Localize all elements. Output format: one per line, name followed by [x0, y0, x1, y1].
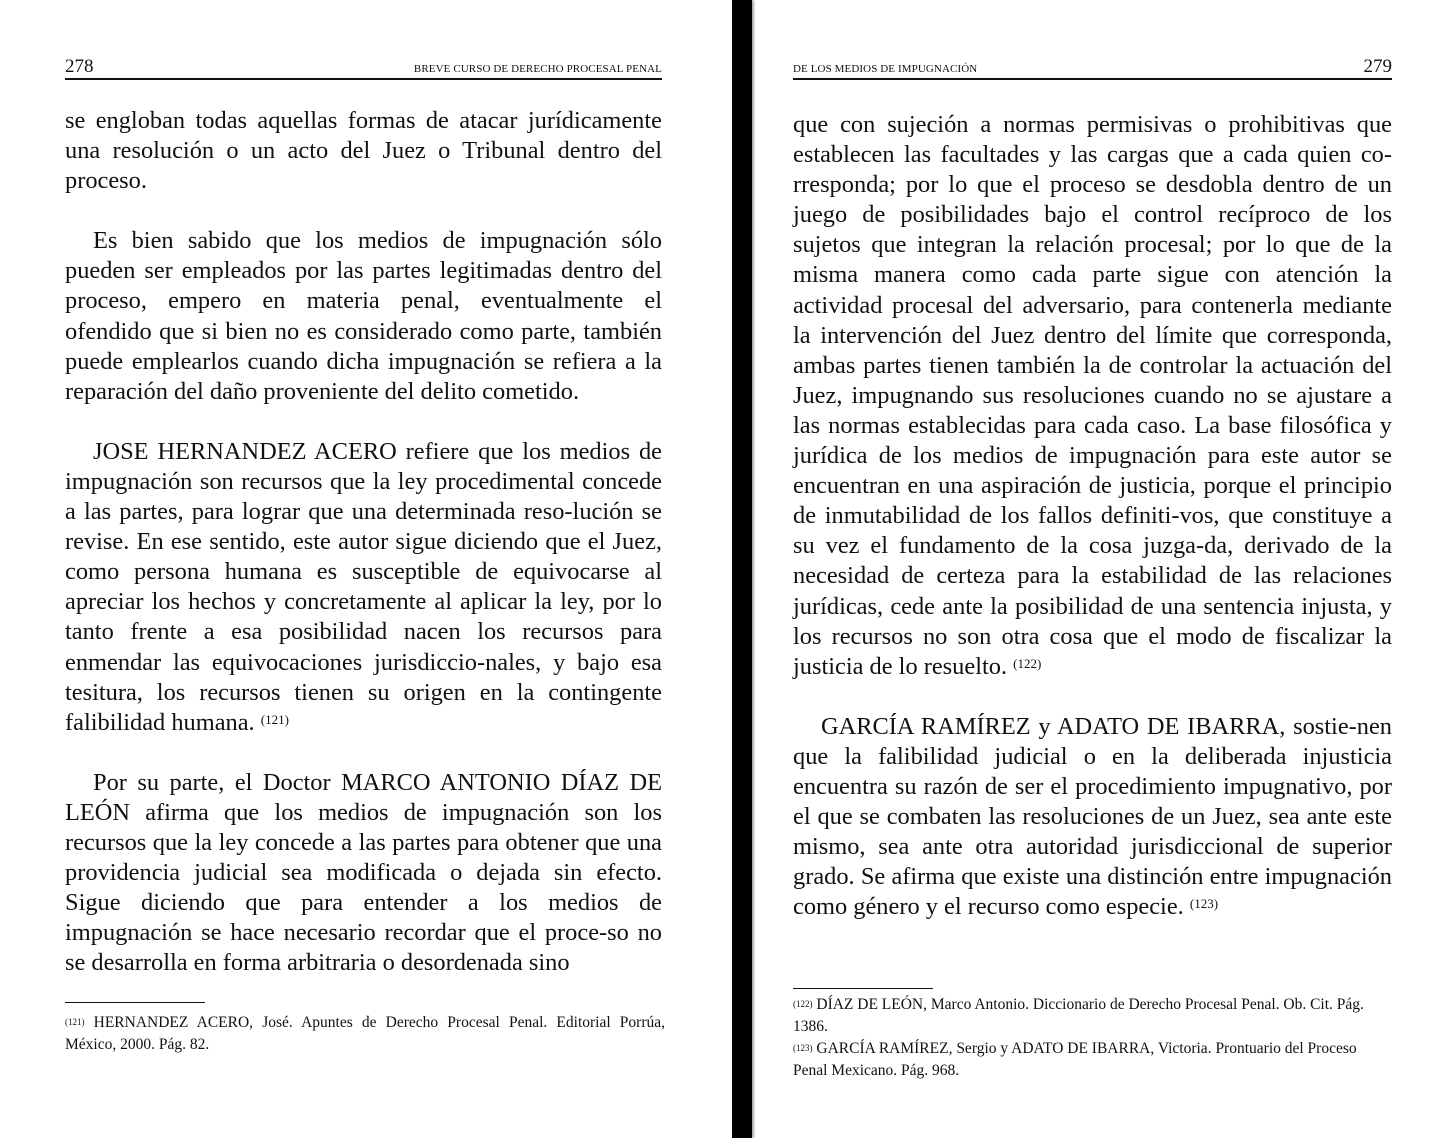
footnotes: [65, 1012, 665, 1056]
footnote-marker: (123): [793, 1043, 813, 1053]
footnote: [793, 1038, 1393, 1082]
paragraph-text: GARCÍA RAMÍREZ y ADATO DE IBARRA, sostie-nen que la falibilidad judicial o en la deliberada injusticia encuentra su razón de ser el procedimiento impugnativo, por el que se combaten las resoluciones de un Juez, sea ante este mismo, sea ante otra autoridad jurisdiccional de superior grado. Se afirma que existe una distinción entre impugnación como género y el recurso como especie.: [793, 712, 1392, 921]
page-header: [793, 56, 1392, 80]
footnote-marker: (121): [65, 1017, 85, 1027]
paragraph-text: Por su parte, el Doctor MARCO ANTONIO DÍAZ DE LEÓN afirma que los medios de impugnación son los recursos que la ley concede a las partes para obtener que una providencia judicial sea modificada o dejada sin efecto. Sigue diciendo que para entender a los medios de impugnación se hace necesario recordar que el proce-so no se desarrolla en forma arbitraria o desordenada sino: [65, 768, 662, 977]
book-spine-shadow: [732, 0, 752, 1138]
paragraph: [65, 226, 662, 407]
paragraph-text: que con sujeción a normas permisivas o prohibitivas que establecen las facultades y las cargas que a cada quien co-rresponda; por lo que el proceso se desdobla dentro de un juego de posibilidades bajo el control recíproco de los sujetos que integran la relación procesal; por lo que de la misma manera como cada parte sigue con atención la actividad procesal del adversario, para contenerla mediante la intervención del Juez dentro del límite que corresponda, ambas partes tienen también la de controlar la actuación del Juez, impugnando sus resoluciones cuando no se ajustare a las normas establecidas para cada caso. La base filosófica y jurídica de los medios de impugnación para este autor se encuentran en una aspiración de justicia, porque el principio de inmutabilidad de los fallos definiti-vos, que constituye a su vez el fundamento de la cosa juzga-da, derivado de la necesidad de certeza para la estabilidad de las relaciones jurídicas, cede ante la posibilidad de una sentencia injusta, y los recursos no son otra cosa que el modo de fiscalizar la justicia de lo resuelto.: [793, 111, 1392, 680]
paragraph-text: se engloban todas aquellas formas de atacar jurídicamente una resolución o un acto del Juez o Tribunal dentro del proceso.: [65, 107, 662, 195]
footnote-text: DÍAZ DE LEÓN, Marco Antonio. Diccionario de Derecho Procesal Penal. Ob. Cit. Pág. 1386.: [793, 996, 1364, 1035]
body-text: [793, 110, 1392, 922]
paragraph-text: Es bien sabido que los medios de impugnación sólo pueden ser empleados por las partes legitimadas dentro del proceso, empero en materia penal, eventualmente el ofendido que si bien no es considerado como parte, también puede emplearlos cuando dicha impugnación se refiera a la reparación del daño proveniente del delito cometido.: [65, 227, 662, 405]
paragraph: [793, 110, 1392, 682]
footnote-text: HERNANDEZ ACERO, José. Apuntes de Derecho Procesal Penal. Editorial Porrúa, México, 2000. Pág. 82.: [65, 1014, 665, 1053]
paragraph-text: JOSE HERNANDEZ ACERO refiere que los medios de impugnación son recursos que la ley procedimental concede a las partes, para lograr que una determinada reso-lución se revise. En ese sentido, este autor sigue diciendo que el Juez, como persona humana es susceptible de equivocarse al apreciar los hechos y concretamente al aplicar la ley, por lo tanto frente a esa posibilidad nacen los recursos para enmendar las equivocaciones jurisdiccio-nales, y bajo esa tesitura, los recursos tienen su origen en la contingente falibilidad humana.: [65, 437, 662, 736]
paragraph: [793, 712, 1392, 923]
body-text: [65, 106, 662, 978]
footnote-divider: [793, 988, 933, 989]
footnote-reference[interactable]: (122): [1013, 655, 1042, 671]
page-header: [65, 56, 662, 80]
page-number: 279: [1363, 56, 1392, 77]
running-title: DE LOS MEDIOS DE IMPUGNACIÓN: [793, 63, 978, 75]
footnote-reference[interactable]: (121): [260, 711, 289, 727]
footnote-reference[interactable]: (123): [1189, 896, 1219, 912]
paragraph: [65, 106, 662, 196]
footnotes: [793, 994, 1393, 1082]
footnote-divider: [65, 1002, 205, 1003]
footnote: [793, 994, 1393, 1038]
footnote-marker: (122): [793, 999, 813, 1009]
right-page: [752, 0, 1436, 1138]
paragraph: [65, 437, 662, 738]
running-title: BREVE CURSO DE DERECHO PROCESAL PENAL: [413, 63, 662, 75]
paragraph: [65, 768, 662, 979]
footnote: [65, 1012, 665, 1056]
page-number: 278: [65, 56, 94, 77]
footnote-text: GARCÍA RAMÍREZ, Sergio y ADATO DE IBARRA, Victoria. Prontuario del Proceso Penal Mexicano. Pág. 968.: [793, 1040, 1357, 1079]
